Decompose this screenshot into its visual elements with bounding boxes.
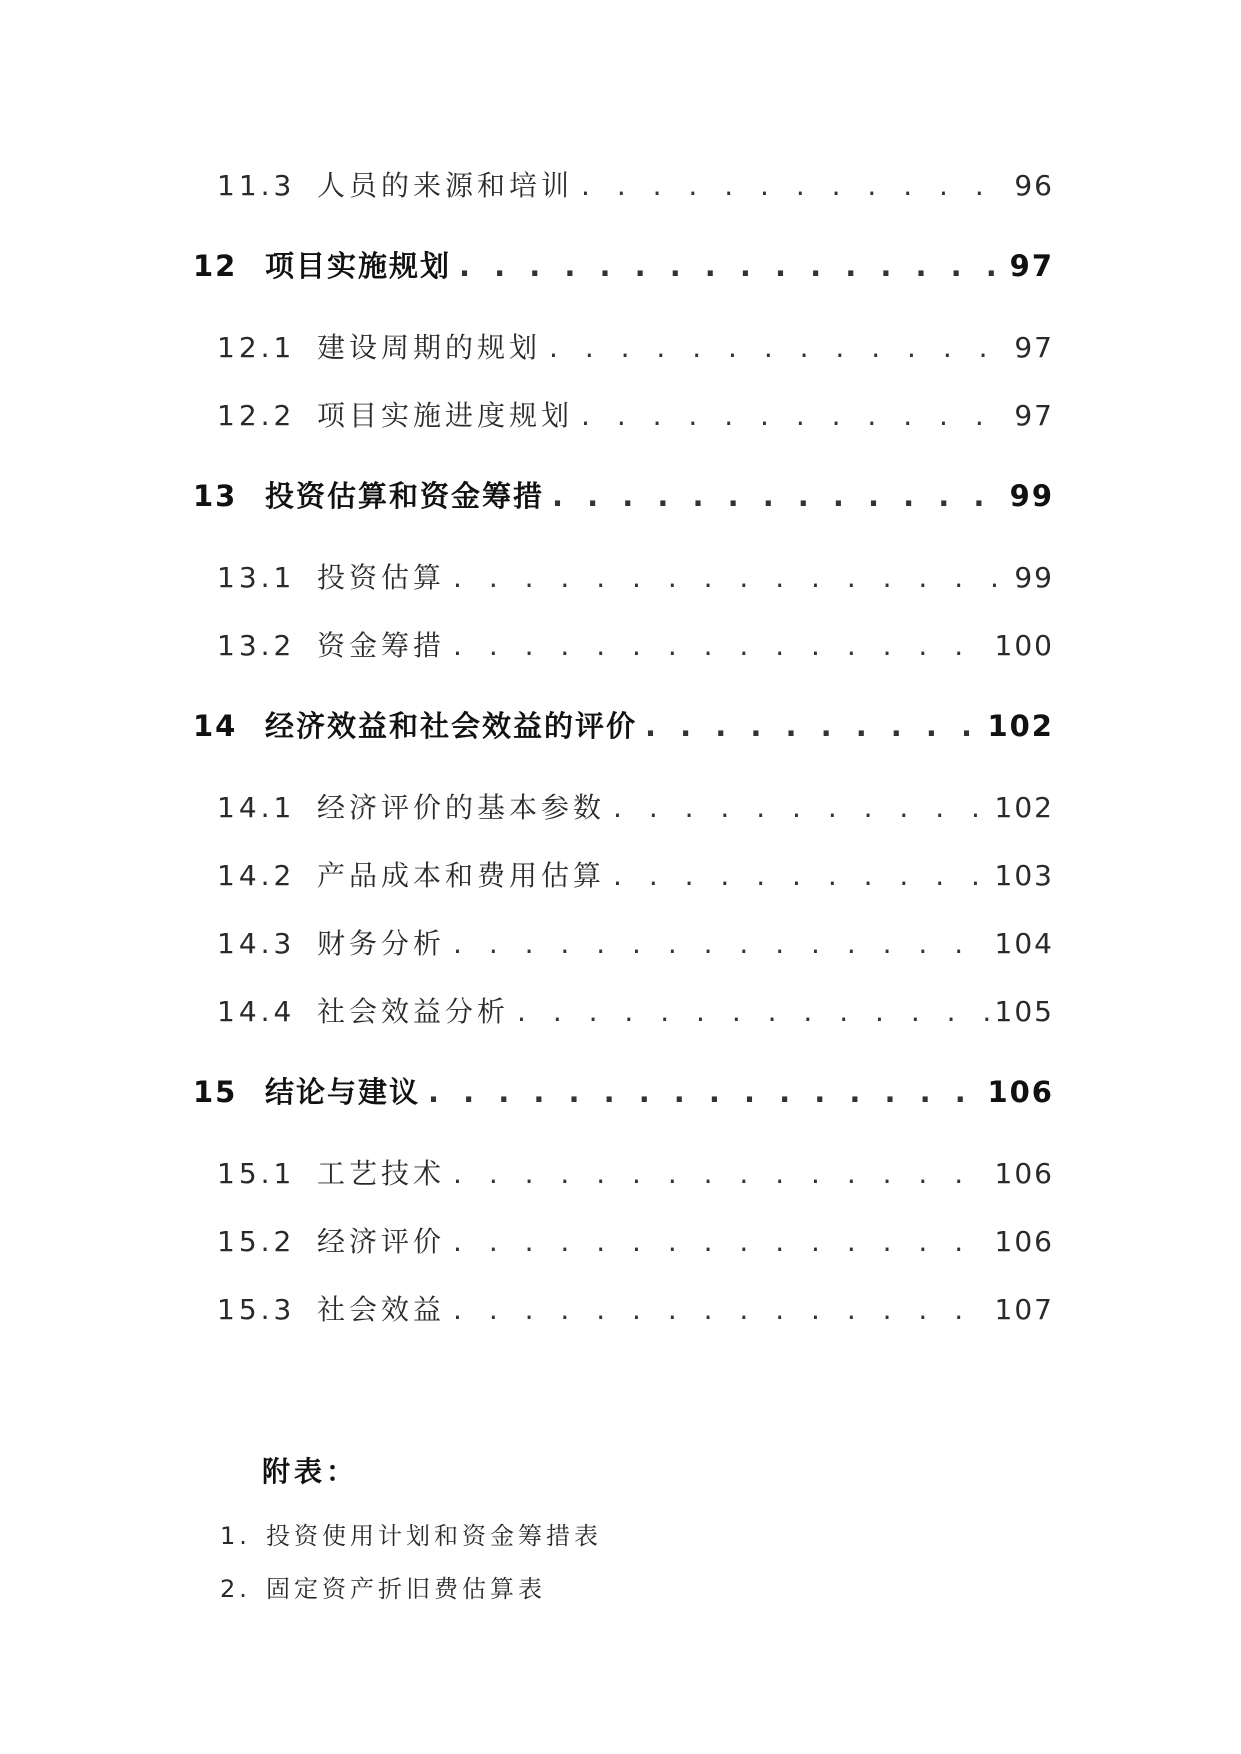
toc-entry-page: 99	[1009, 479, 1054, 513]
toc-entry-14-4[interactable]	[217, 990, 1054, 1030]
toc-entry-title: 投资估算	[317, 561, 446, 594]
toc-entry-page: 96	[1014, 169, 1054, 202]
toc-entry-12-1[interactable]	[217, 326, 1054, 366]
appendix-item[interactable]	[220, 1569, 546, 1604]
toc-entry-number: 14.2	[217, 859, 296, 892]
toc-entry-page: 106	[994, 1157, 1054, 1190]
toc-entry-page: 106	[987, 1075, 1054, 1109]
toc-leader-dots	[549, 331, 1010, 364]
toc-leader-dots	[581, 399, 1010, 432]
toc-entry-number: 14.4	[217, 995, 296, 1028]
appendix-item-text: 固定资产折旧费估算表	[266, 1575, 546, 1603]
toc-entry-title: 财务分析	[317, 927, 446, 960]
appendix-title: 附表：	[262, 1455, 359, 1488]
toc-leader-dots	[459, 249, 1006, 283]
toc-entry-title: 经济评价的基本参数	[317, 791, 606, 824]
toc-entry-page: 102	[994, 791, 1054, 824]
toc-entry-number: 14.1	[217, 791, 296, 824]
toc-entry-number: 12.2	[217, 399, 296, 432]
appendix-item-text: 投资使用计划和资金筹措表	[266, 1522, 602, 1550]
toc-leader-dots	[613, 859, 991, 892]
toc-leader-dots	[453, 561, 1010, 594]
toc-leader-dots	[453, 1225, 991, 1258]
toc-entry-number: 11.3	[217, 169, 296, 202]
toc-entry-13[interactable]	[193, 474, 1054, 515]
toc-entry-15-2[interactable]	[217, 1220, 1054, 1260]
toc-entry-number: 12.1	[217, 331, 296, 364]
toc-entry-title: 社会效益	[317, 1293, 446, 1326]
toc-entry-title: 社会效益分析	[317, 995, 510, 1028]
toc-entry-12-2[interactable]	[217, 394, 1054, 434]
toc-leader-dots	[453, 629, 991, 662]
toc-entry-15-1[interactable]	[217, 1152, 1054, 1192]
toc-entry-number: 15	[193, 1075, 238, 1109]
toc-entry-title: 工艺技术	[317, 1157, 446, 1190]
toc-entry-12[interactable]	[193, 244, 1054, 285]
toc-leader-dots	[453, 927, 991, 960]
toc-entry-14-1[interactable]	[217, 786, 1054, 826]
toc-leader-dots	[613, 791, 991, 824]
toc-entry-14-3[interactable]	[217, 922, 1054, 962]
toc-leader-dots	[453, 1157, 991, 1190]
toc-entry-page: 97	[1009, 249, 1054, 283]
toc-entry-page: 106	[994, 1225, 1054, 1258]
toc-entry-page: 97	[1014, 399, 1054, 432]
toc-entry-title: 投资估算和资金筹措	[265, 479, 545, 513]
toc-entry-13-2[interactable]	[217, 624, 1054, 664]
toc-entry-15[interactable]	[193, 1070, 1054, 1111]
toc-entry-page: 99	[1014, 561, 1054, 594]
toc-entry-number: 15.3	[217, 1293, 296, 1326]
toc-entry-title: 结论与建议	[265, 1075, 421, 1109]
toc-entry-14[interactable]	[193, 704, 1054, 745]
toc-entry-page: 107	[994, 1293, 1054, 1326]
toc-entry-title: 人员的来源和培训	[317, 169, 574, 202]
toc-leader-dots	[453, 1293, 991, 1326]
toc-entry-title: 项目实施规划	[265, 249, 452, 283]
toc-leader-dots	[581, 169, 1010, 202]
toc-entry-title: 项目实施进度规划	[317, 399, 574, 432]
toc-leader-dots	[552, 479, 1006, 513]
toc-entry-number: 14.3	[217, 927, 296, 960]
toc-entry-number: 13.1	[217, 561, 296, 594]
toc-leader-dots	[645, 709, 983, 743]
toc-entry-page: 105	[994, 995, 1054, 1028]
toc-entry-page: 102	[987, 709, 1054, 743]
toc-entry-title: 产品成本和费用估算	[317, 859, 606, 892]
toc-entry-number: 14	[193, 709, 238, 743]
toc-entry-title: 资金筹措	[317, 629, 446, 662]
toc-entry-page: 100	[994, 629, 1054, 662]
toc-entry-number: 13	[193, 479, 238, 513]
toc-entry-page: 104	[994, 927, 1054, 960]
toc-entry-number: 12	[193, 249, 238, 283]
appendix-item-number: 2.	[220, 1575, 251, 1603]
toc-leader-dots	[517, 995, 991, 1028]
toc-entry-number: 13.2	[217, 629, 296, 662]
toc-entry-13-1[interactable]	[217, 556, 1054, 596]
toc-entry-14-2[interactable]	[217, 854, 1054, 894]
appendix-item[interactable]	[220, 1516, 602, 1551]
toc-entry-11-3[interactable]	[217, 164, 1054, 204]
toc-leader-dots	[428, 1075, 983, 1109]
toc-entry-page: 97	[1014, 331, 1054, 364]
toc-entry-title: 经济评价	[317, 1225, 446, 1258]
appendix-item-number: 1.	[220, 1522, 251, 1550]
toc-entry-number: 15.2	[217, 1225, 296, 1258]
toc-entry-page: 103	[994, 859, 1054, 892]
toc-entry-15-3[interactable]	[217, 1288, 1054, 1328]
toc-entry-title: 建设周期的规划	[317, 331, 542, 364]
toc-entry-title: 经济效益和社会效益的评价	[265, 709, 638, 743]
toc-entry-number: 15.1	[217, 1157, 296, 1190]
